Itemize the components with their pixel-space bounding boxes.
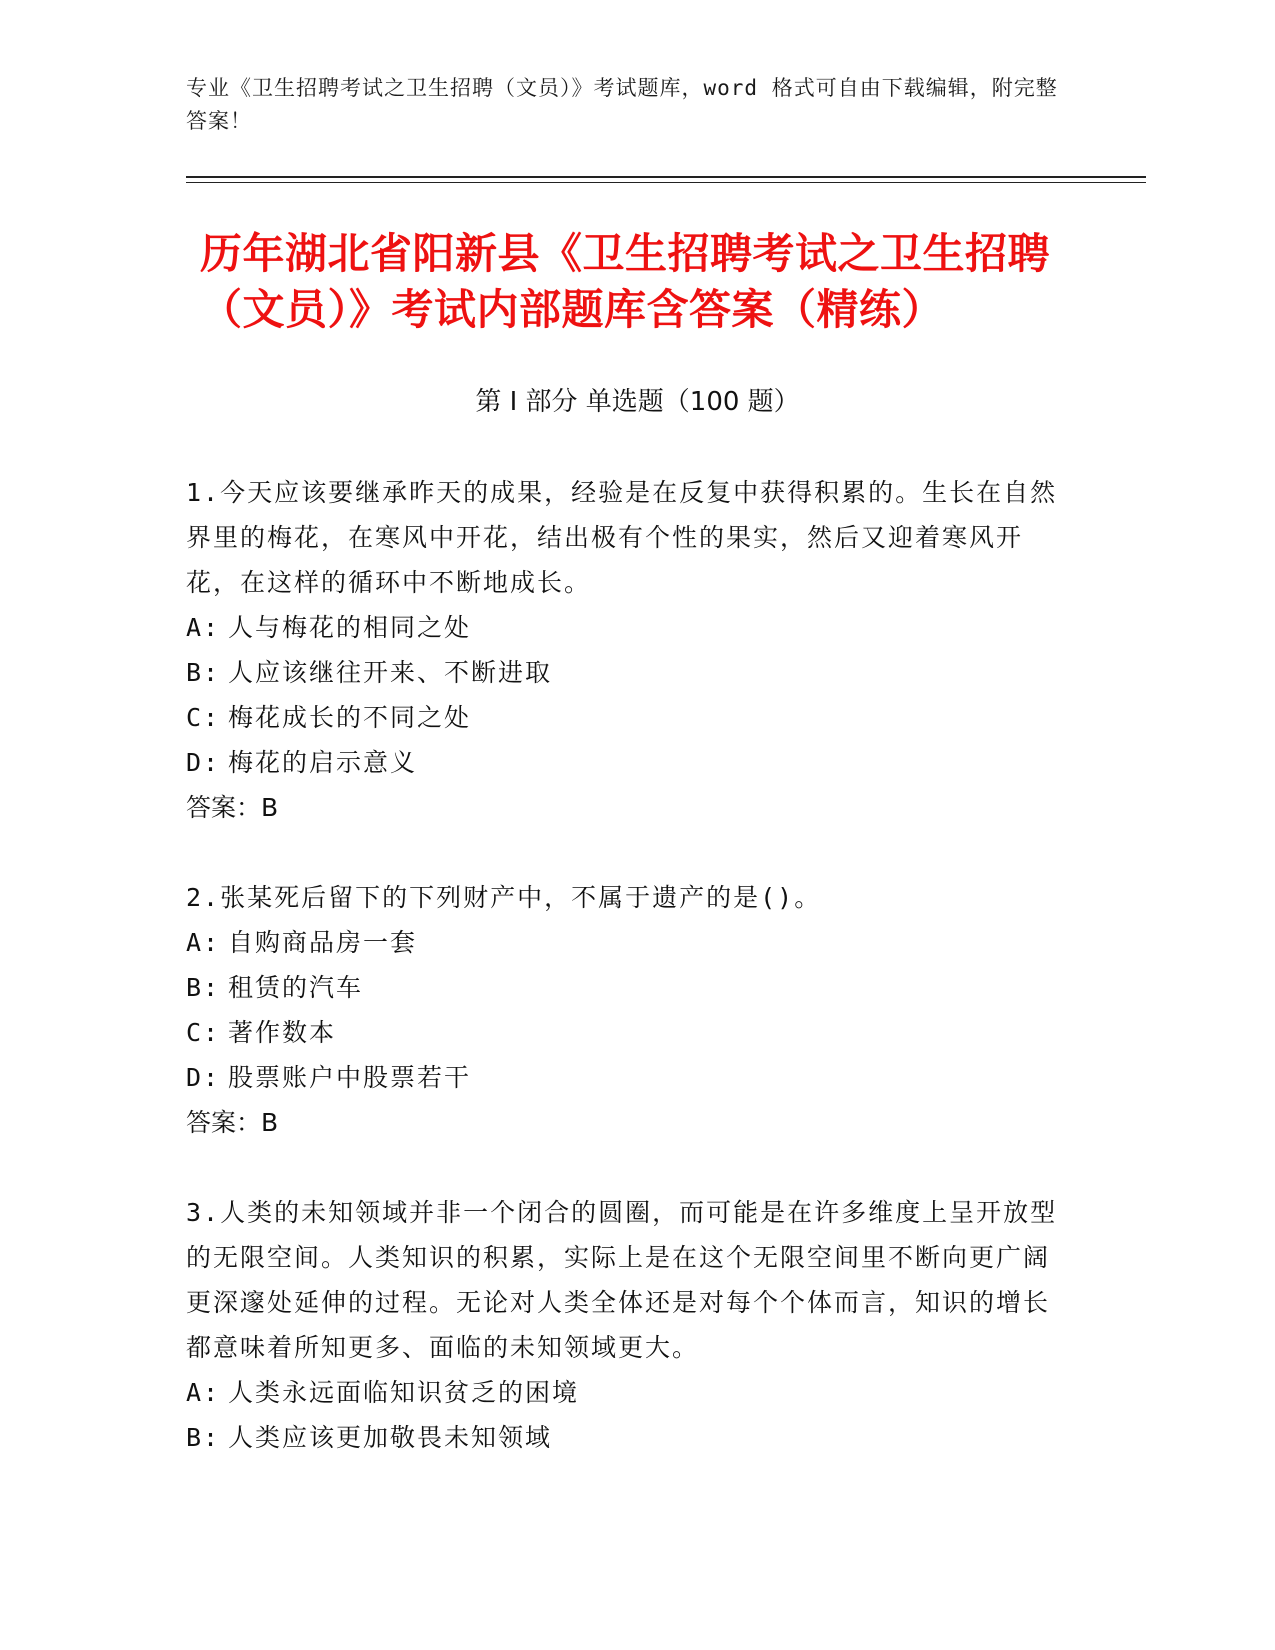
option-b bbox=[186, 650, 1066, 695]
option-key: B: bbox=[186, 1423, 221, 1452]
option-a bbox=[186, 1370, 1066, 1415]
option-key: D: bbox=[186, 748, 221, 777]
option-text: 人类应该更加敬畏未知领域 bbox=[228, 1423, 553, 1452]
option-a bbox=[186, 920, 1066, 965]
option-text: 著作数本 bbox=[228, 1018, 337, 1047]
option-text: 梅花成长的不同之处 bbox=[228, 703, 472, 732]
option-text: 人与梅花的相同之处 bbox=[228, 613, 472, 642]
option-text: 梅花的启示意义 bbox=[228, 748, 418, 777]
option-text: 人类永远面临知识贫乏的困境 bbox=[228, 1378, 580, 1407]
option-key: A: bbox=[186, 613, 221, 642]
option-key: A: bbox=[186, 928, 221, 957]
option-d bbox=[186, 740, 1066, 785]
option-a bbox=[186, 605, 1066, 650]
option-text: 租赁的汽车 bbox=[228, 973, 364, 1002]
option-key: D: bbox=[186, 1063, 221, 1092]
option-key: C: bbox=[186, 1018, 221, 1047]
answer-line: 答案：B bbox=[186, 1108, 279, 1137]
option-c bbox=[186, 1010, 1066, 1055]
header-note: 专业《卫生招聘考试之卫生招聘（文员）》考试题库，word 格式可自由下载编辑，附完整答案！ bbox=[186, 76, 1058, 133]
option-text: 自购商品房一套 bbox=[228, 928, 418, 957]
option-text: 人应该继往开来、不断进取 bbox=[228, 658, 553, 687]
document-title: 历年湖北省阳新县《卫生招聘考试之卫生招聘（文员）》考试内部题库含答案（精练） bbox=[200, 229, 1051, 334]
question-2 bbox=[186, 875, 1066, 1145]
option-c bbox=[186, 695, 1066, 740]
option-key: B: bbox=[186, 658, 221, 687]
question-stem: 1.今天应该要继承昨天的成果，经验是在反复中获得积累的。生长在自然界里的梅花，在寒风中开花，结出极有个性的果实，然后又迎着寒风开花，在这样的循环中不断地成长。 bbox=[186, 478, 1058, 597]
question-list bbox=[186, 470, 1066, 1505]
option-key: B: bbox=[186, 973, 221, 1002]
header-divider-thick bbox=[186, 176, 1146, 178]
option-b bbox=[186, 1415, 1066, 1460]
option-key: A: bbox=[186, 1378, 221, 1407]
answer-line: 答案：B bbox=[186, 793, 279, 822]
question-stem: 2.张某死后留下的下列财产中，不属于遗产的是()。 bbox=[186, 883, 822, 912]
question-1 bbox=[186, 470, 1066, 830]
header-divider-thin bbox=[186, 182, 1146, 183]
option-b bbox=[186, 965, 1066, 1010]
section-title: 第 I 部分 单选题（100 题） bbox=[475, 387, 800, 417]
option-d bbox=[186, 1055, 1066, 1100]
question-3 bbox=[186, 1190, 1066, 1460]
question-stem: 3.人类的未知领域并非一个闭合的圆圈，而可能是在许多维度上呈开放型的无限空间。人类知识的积累，实际上是在这个无限空间里不断向更广阔更深邃处延伸的过程。无论对人类全体还是对每个个体而言，知识的增长都意味着所知更多、面临的未知领域更大。 bbox=[186, 1198, 1058, 1362]
option-text: 股票账户中股票若干 bbox=[228, 1063, 472, 1092]
option-key: C: bbox=[186, 703, 221, 732]
